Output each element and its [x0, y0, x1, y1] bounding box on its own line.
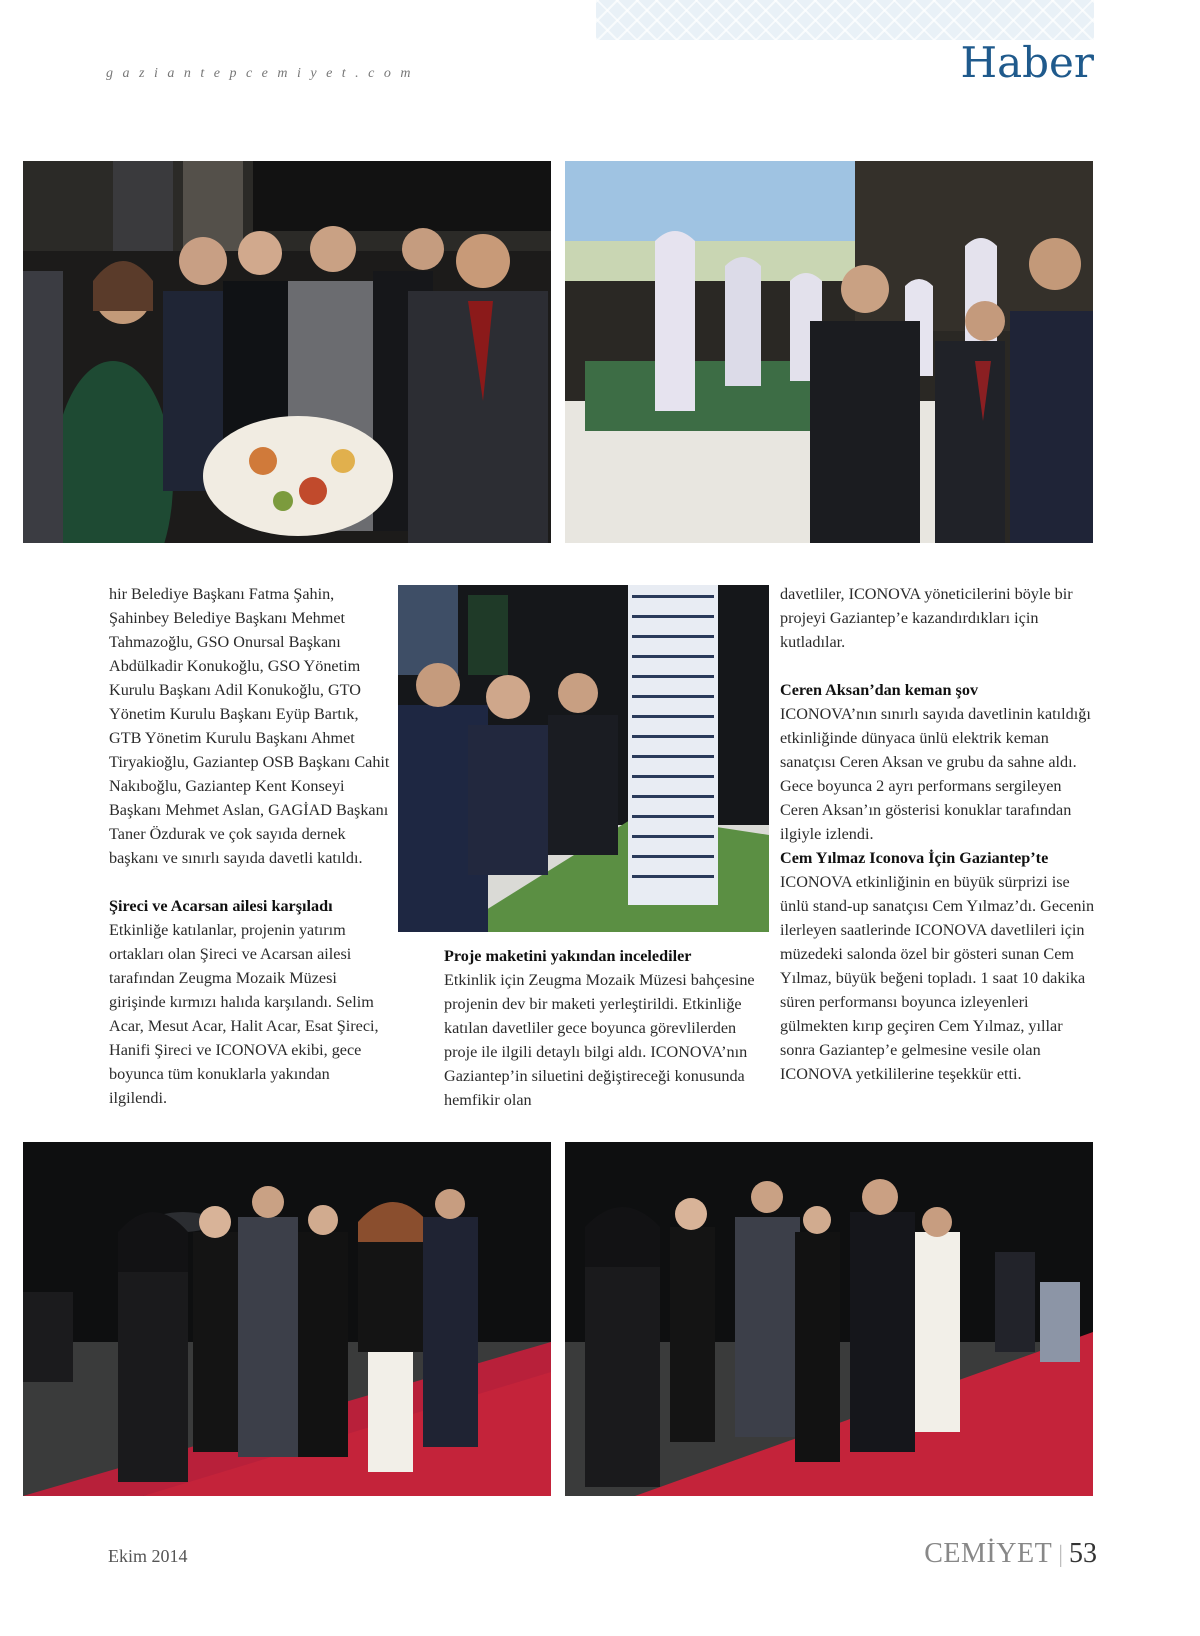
article-paragraph-standup: ICONOVA etkinliğinin en büyük sürprizi ise ünlü stand-up sanatçısı Cem Yılmaz’dı. Gecenin ilerleyen saatlerinde ICONOVA davetlileri için müzedeki salonda özel bir gösteri sunan Cem Yılmaz, büyük beğeni topladı. 1 saat 10 dakika süren performansı boyunca izleyenleri gülmekten kırıp geçiren Cem Yılmaz, yıllar sonra Gaziantep’e gelmesine vesile olan ICONOVA yetkililerine teşekkür etti. — [780, 873, 1095, 1083]
project-model-inspection-photo — [398, 585, 769, 932]
footer-separator: | — [1058, 1542, 1063, 1568]
magazine-brand: CEMİYET — [924, 1538, 1053, 1569]
article-paragraph-model: Etkinlik için Zeugma Mozaik Müzesi bahçesine projenin dev bir maketi yerleştirildi. Etkinliğe katılan davetliler gece boyunca görevlilerden proje ile ilgili detaylı bilgi aldı. ICONOVA’nın Gaziantep’in siluetini değiştireceği konusunda hemfikir olan — [444, 971, 755, 1109]
guests-viewing-tower-model-photo — [565, 161, 1093, 543]
page-number: 53 — [1069, 1538, 1097, 1569]
article-paragraph-violin: ICONOVA’nın sınırlı sayıda davetlinin katıldığı etkinliğinde dünyaca ünlü elektrik keman sanatçısı Ceren Aksan ve grubu da sahne aldı. Gece boyunca 2 ayrı performans sergileyen Ceren Aksan’ın gösterisi konuklar tarafından ilgiyle izlendi. — [780, 705, 1091, 843]
red-carpet-welcome-photo — [23, 1142, 551, 1496]
article-column-2 — [444, 944, 762, 1112]
reception-guests-buffet-photo — [23, 161, 551, 543]
subheading-sireci-acarsan: Şireci ve Acarsan ailesi karşıladı — [109, 897, 333, 915]
issue-date: Ekim 2014 — [108, 1546, 188, 1566]
header-ornament-band — [596, 0, 1094, 40]
page-footer — [924, 1538, 1097, 1570]
red-carpet-handshake-photo — [565, 1142, 1093, 1496]
article-intro-paragraph: hir Belediye Başkanı Fatma Şahin, Şahinbey Belediye Başkanı Mehmet Tahmazoğlu, GSO Onursal Başkanı Abdülkadir Konukoğlu, GSO Yönetim Kurulu Başkanı Adil Konukoğlu, GTO Yönetim Kurulu Başkanı Eyüp Bartık, GTB Yönetim Kurulu Başkanı Ahmet Tiryakioğlu, Gaziantep OSB Başkanı Cahit Nakıboğlu, Gaziantep Kent Konseyi Başkanı Mehmet Aslan, GAGİAD Başkanı Taner Özdurak ve çok sayıda dernek başkanı ve sınırlı sayıda davetli katıldı. — [109, 585, 390, 867]
site-url: gaziantepcemiyet.com — [106, 66, 421, 81]
subheading-cem-yilmaz: Cem Yılmaz Iconova İçin Gaziantep’te — [780, 849, 1049, 867]
subheading-project-model: Proje maketini yakından incelediler — [444, 947, 692, 965]
subheading-ceren-aksan: Ceren Aksan’dan keman şov — [780, 681, 979, 699]
article-column-1 — [109, 582, 391, 1110]
section-title: Haber — [960, 38, 1094, 87]
article-paragraph-congrats: davetliler, ICONOVA yöneticilerini böyle bir projeyi Gaziantep’e kazandırdıkları için kutladılar. — [780, 585, 1073, 651]
article-paragraph-welcome: Etkinliğe katılanlar, projenin yatırım ortakları olan Şireci ve Acarsan ailesi tarafından Zeugma Mozaik Müzesi girişinde kırmızı halıda karşılandı. Selim Acar, Mesut Acar, Halit Acar, Esat Şireci, Hanifi Şireci ve ICONOVA ekibi, gece boyunca tüm konuklarla yakından ilgilendi. — [109, 921, 379, 1107]
article-column-3 — [780, 582, 1095, 1086]
